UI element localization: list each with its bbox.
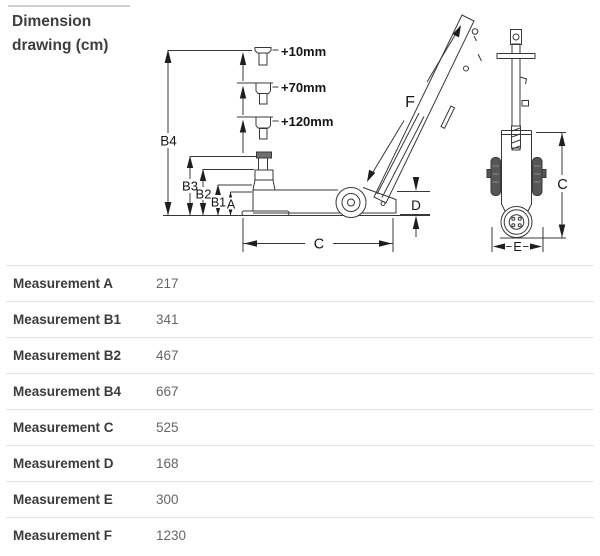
dim-label-b4: B4 [160, 133, 177, 149]
dim-label-d: D [411, 198, 421, 213]
spec-value: 217 [156, 276, 179, 291]
dim-label-c-side: C [557, 177, 568, 193]
spec-label: Measurement B1 [13, 312, 122, 327]
dim-label-b3: B3 [182, 178, 198, 194]
section-title-line2: drawing (cm) [12, 37, 109, 54]
spec-value: 467 [156, 348, 179, 363]
spec-label: Measurement A [13, 276, 114, 291]
adapter-label-120mm: +120mm [281, 114, 334, 129]
dim-label-a: A [226, 197, 236, 212]
spec-label: Measurement B4 [13, 384, 122, 399]
side-wheels [487, 158, 546, 196]
dimension-lines-side [492, 133, 566, 253]
spec-label: Measurement B2 [13, 348, 122, 363]
dim-label-c-main: C [313, 236, 325, 253]
table-row [6, 517, 594, 553]
spec-value: 300 [156, 492, 179, 507]
dim-label-b1: B1 [210, 195, 227, 210]
dim-label-e: E [513, 240, 522, 254]
spec-label: Measurement C [13, 420, 114, 435]
section-title-line1: Dimension [12, 13, 92, 30]
spec-value: 1230 [156, 528, 187, 543]
table-row [6, 409, 594, 445]
saddle-adapters [237, 48, 279, 154]
table-row [6, 373, 594, 409]
adapter-up-arrows [240, 52, 246, 133]
dim-label-b2: B2 [195, 186, 212, 202]
adapter-label-10mm: +10mm [281, 44, 327, 59]
spec-label: Measurement D [13, 456, 114, 471]
table-row [6, 481, 594, 517]
table-row [6, 337, 594, 373]
table-row [6, 265, 594, 301]
dim-label-f: F [405, 94, 415, 111]
adapter-label-70mm: +70mm [281, 80, 327, 95]
measurement-table [0, 265, 600, 553]
diagram-linework [159, 15, 570, 252]
jack-side-view [487, 30, 566, 239]
spec-label: Measurement F [13, 528, 113, 543]
spec-value: 525 [156, 420, 179, 435]
spec-value: 667 [156, 384, 179, 399]
jack-dimension-diagram [0, 0, 600, 265]
table-row [6, 445, 594, 481]
table-row [6, 301, 594, 337]
dimension-drawing-panel [0, 0, 600, 265]
spec-label: Measurement E [13, 492, 113, 507]
spec-value: 341 [156, 312, 179, 327]
spec-value: 168 [156, 456, 179, 471]
